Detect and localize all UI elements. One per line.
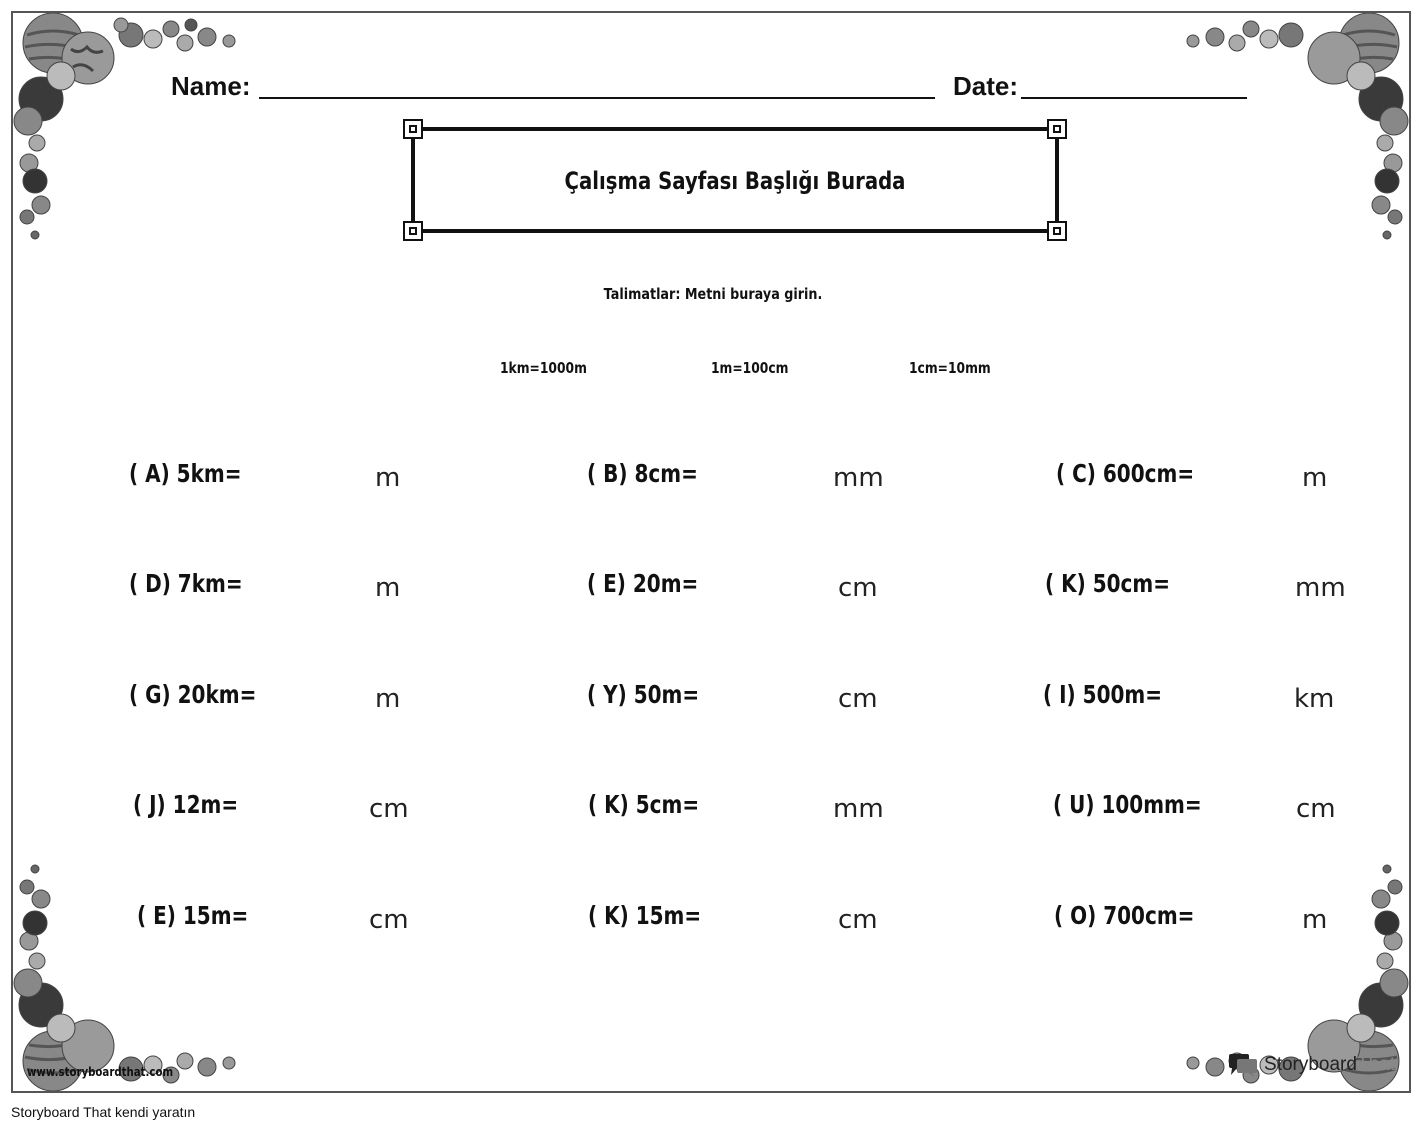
unit-answer: m bbox=[375, 684, 401, 714]
unit-answer: m bbox=[1302, 905, 1328, 935]
unit-answer: km bbox=[1294, 684, 1335, 714]
conversion-cm-mm: 1cm=10mm bbox=[909, 359, 991, 377]
title-box-corner-ornament bbox=[403, 119, 423, 139]
title-box-corner-ornament bbox=[403, 221, 423, 241]
website-url[interactable]: www.storyboardthat.com bbox=[27, 1065, 174, 1079]
create-your-own-link[interactable]: Storyboard That kendi yaratın bbox=[11, 1104, 196, 1120]
planet-cluster-decoration-bottom-left bbox=[13, 851, 253, 1091]
unit-answer: cm bbox=[838, 905, 878, 935]
unit-answer: cm bbox=[838, 573, 878, 603]
question-i: ( I) 500m= bbox=[1043, 680, 1162, 709]
question-k: ( K) 5cm= bbox=[588, 790, 700, 819]
worksheet-page bbox=[11, 11, 1411, 1093]
brand-that: That bbox=[1356, 1054, 1395, 1075]
question-o: ( O) 700cm= bbox=[1054, 901, 1195, 930]
unit-answer: m bbox=[375, 463, 401, 493]
title-box-corner-ornament bbox=[1047, 119, 1067, 139]
unit-answer: m bbox=[1302, 463, 1328, 493]
planet-cluster-decoration-top-right bbox=[1169, 13, 1409, 253]
unit-answer: cm bbox=[369, 905, 409, 935]
storyboardthat-logo-icon bbox=[1228, 1053, 1258, 1077]
unit-answer: cm bbox=[1296, 794, 1336, 824]
unit-answer: cm bbox=[369, 794, 409, 824]
unit-answer: m bbox=[375, 573, 401, 603]
planet-cluster-decoration-top-left bbox=[13, 13, 253, 253]
question-e: ( E) 15m= bbox=[137, 901, 249, 930]
question-c: ( C) 600cm= bbox=[1056, 459, 1195, 488]
conversion-km-m: 1km=1000m bbox=[500, 359, 587, 377]
unit-answer: cm bbox=[838, 684, 878, 714]
question-j: ( J) 12m= bbox=[133, 790, 239, 819]
question-e: ( E) 20m= bbox=[587, 569, 699, 598]
question-g: ( G) 20km= bbox=[129, 680, 257, 709]
brand-storyboard: Storyboard bbox=[1264, 1054, 1357, 1075]
title-box bbox=[411, 127, 1059, 233]
question-b: ( B) 8cm= bbox=[587, 459, 698, 488]
conversion-m-cm: 1m=100cm bbox=[711, 359, 789, 377]
date-field[interactable] bbox=[1021, 97, 1247, 99]
unit-answer: mm bbox=[1295, 573, 1346, 603]
title-box-corner-ornament bbox=[1047, 221, 1067, 241]
instructions-text: Talimatlar: Metni buraya girin. bbox=[603, 285, 823, 303]
question-k: ( K) 15m= bbox=[588, 901, 702, 930]
worksheet-title: Çalışma Sayfası Başlığı Burada bbox=[564, 167, 906, 195]
date-label: Date: bbox=[953, 71, 1019, 101]
question-d: ( D) 7km= bbox=[129, 569, 243, 598]
question-k: ( K) 50cm= bbox=[1045, 569, 1170, 598]
storyboardthat-logo[interactable] bbox=[1228, 1053, 1395, 1077]
question-a: ( A) 5km= bbox=[129, 459, 242, 488]
name-field[interactable] bbox=[259, 97, 935, 99]
name-label: Name: bbox=[171, 71, 251, 101]
unit-answer: mm bbox=[833, 463, 884, 493]
question-y: ( Y) 50m= bbox=[587, 680, 700, 709]
unit-answer: mm bbox=[833, 794, 884, 824]
question-u: ( U) 100mm= bbox=[1053, 790, 1202, 819]
